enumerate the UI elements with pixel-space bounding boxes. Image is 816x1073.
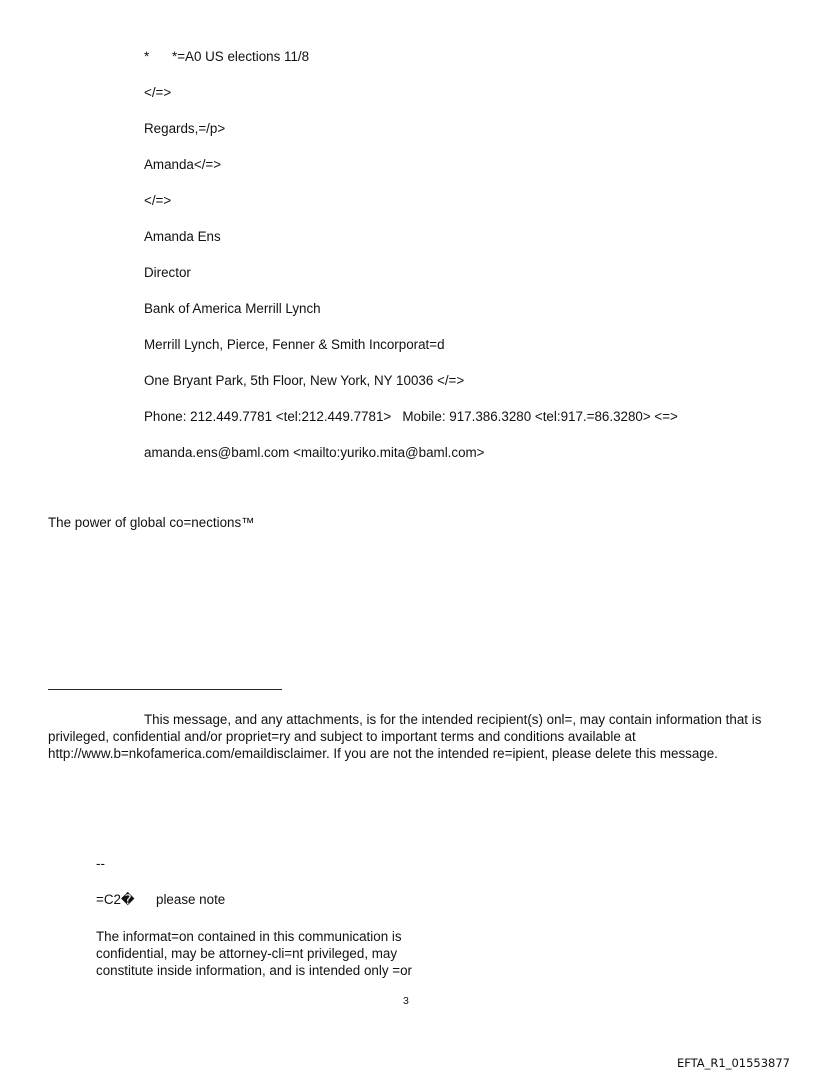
company-tagline: The power of global co=nections™ <box>48 515 255 530</box>
body-close-tag-1: </=> <box>144 85 172 100</box>
signature-separator: -- <box>96 856 105 871</box>
signature-entity: Merrill Lynch, Pierce, Fenner & Smith Incorporat=d <box>144 337 445 352</box>
signature-name: Amanda Ens <box>144 229 221 244</box>
footnote-divider <box>48 689 282 690</box>
signature-title: Director <box>144 265 191 280</box>
bullet-text: *=A0 US elections 11/8 <box>172 49 310 64</box>
note-prefix: =C2� <box>96 892 135 907</box>
note-label: please note <box>156 892 226 907</box>
body-close-tag-2: </=> <box>144 193 172 208</box>
document-id: EFTA_R1_01553877 <box>676 1056 790 1070</box>
legal-disclaimer: This message, and any attachments, is for the intended recipient(s) onl=, may contain information that is privileged, confidential and/or propriet=ry and subject to important terms and conditions available at http://www.b=nkofamerica.com/emaildisclaimer. If you are not the intended re=ipient, please delete this message. <box>48 712 762 761</box>
page-number: 3 <box>403 995 409 1007</box>
sender-first-name: Amanda</=> <box>144 157 222 172</box>
signature-phone: Phone: 212.449.7781 <tel:212.449.7781> Mobile: 917.386.3280 <tel:917.=86.3280> <=> <box>144 409 678 424</box>
signature-email: amanda.ens@baml.com <mailto:yuriko.mita@baml.com> <box>144 445 485 460</box>
regards-line: Regards,=/p> <box>144 121 226 136</box>
bullet-marker: * <box>144 49 150 64</box>
confidentiality-notice: The informat=on contained in this communication is confidential, may be attorney-cli=nt privileged, may constitute inside information, and is intended only =or <box>96 929 412 978</box>
signature-company: Bank of America Merrill Lynch <box>144 301 321 316</box>
signature-address: One Bryant Park, 5th Floor, New York, NY 10036 </=> <box>144 373 465 388</box>
